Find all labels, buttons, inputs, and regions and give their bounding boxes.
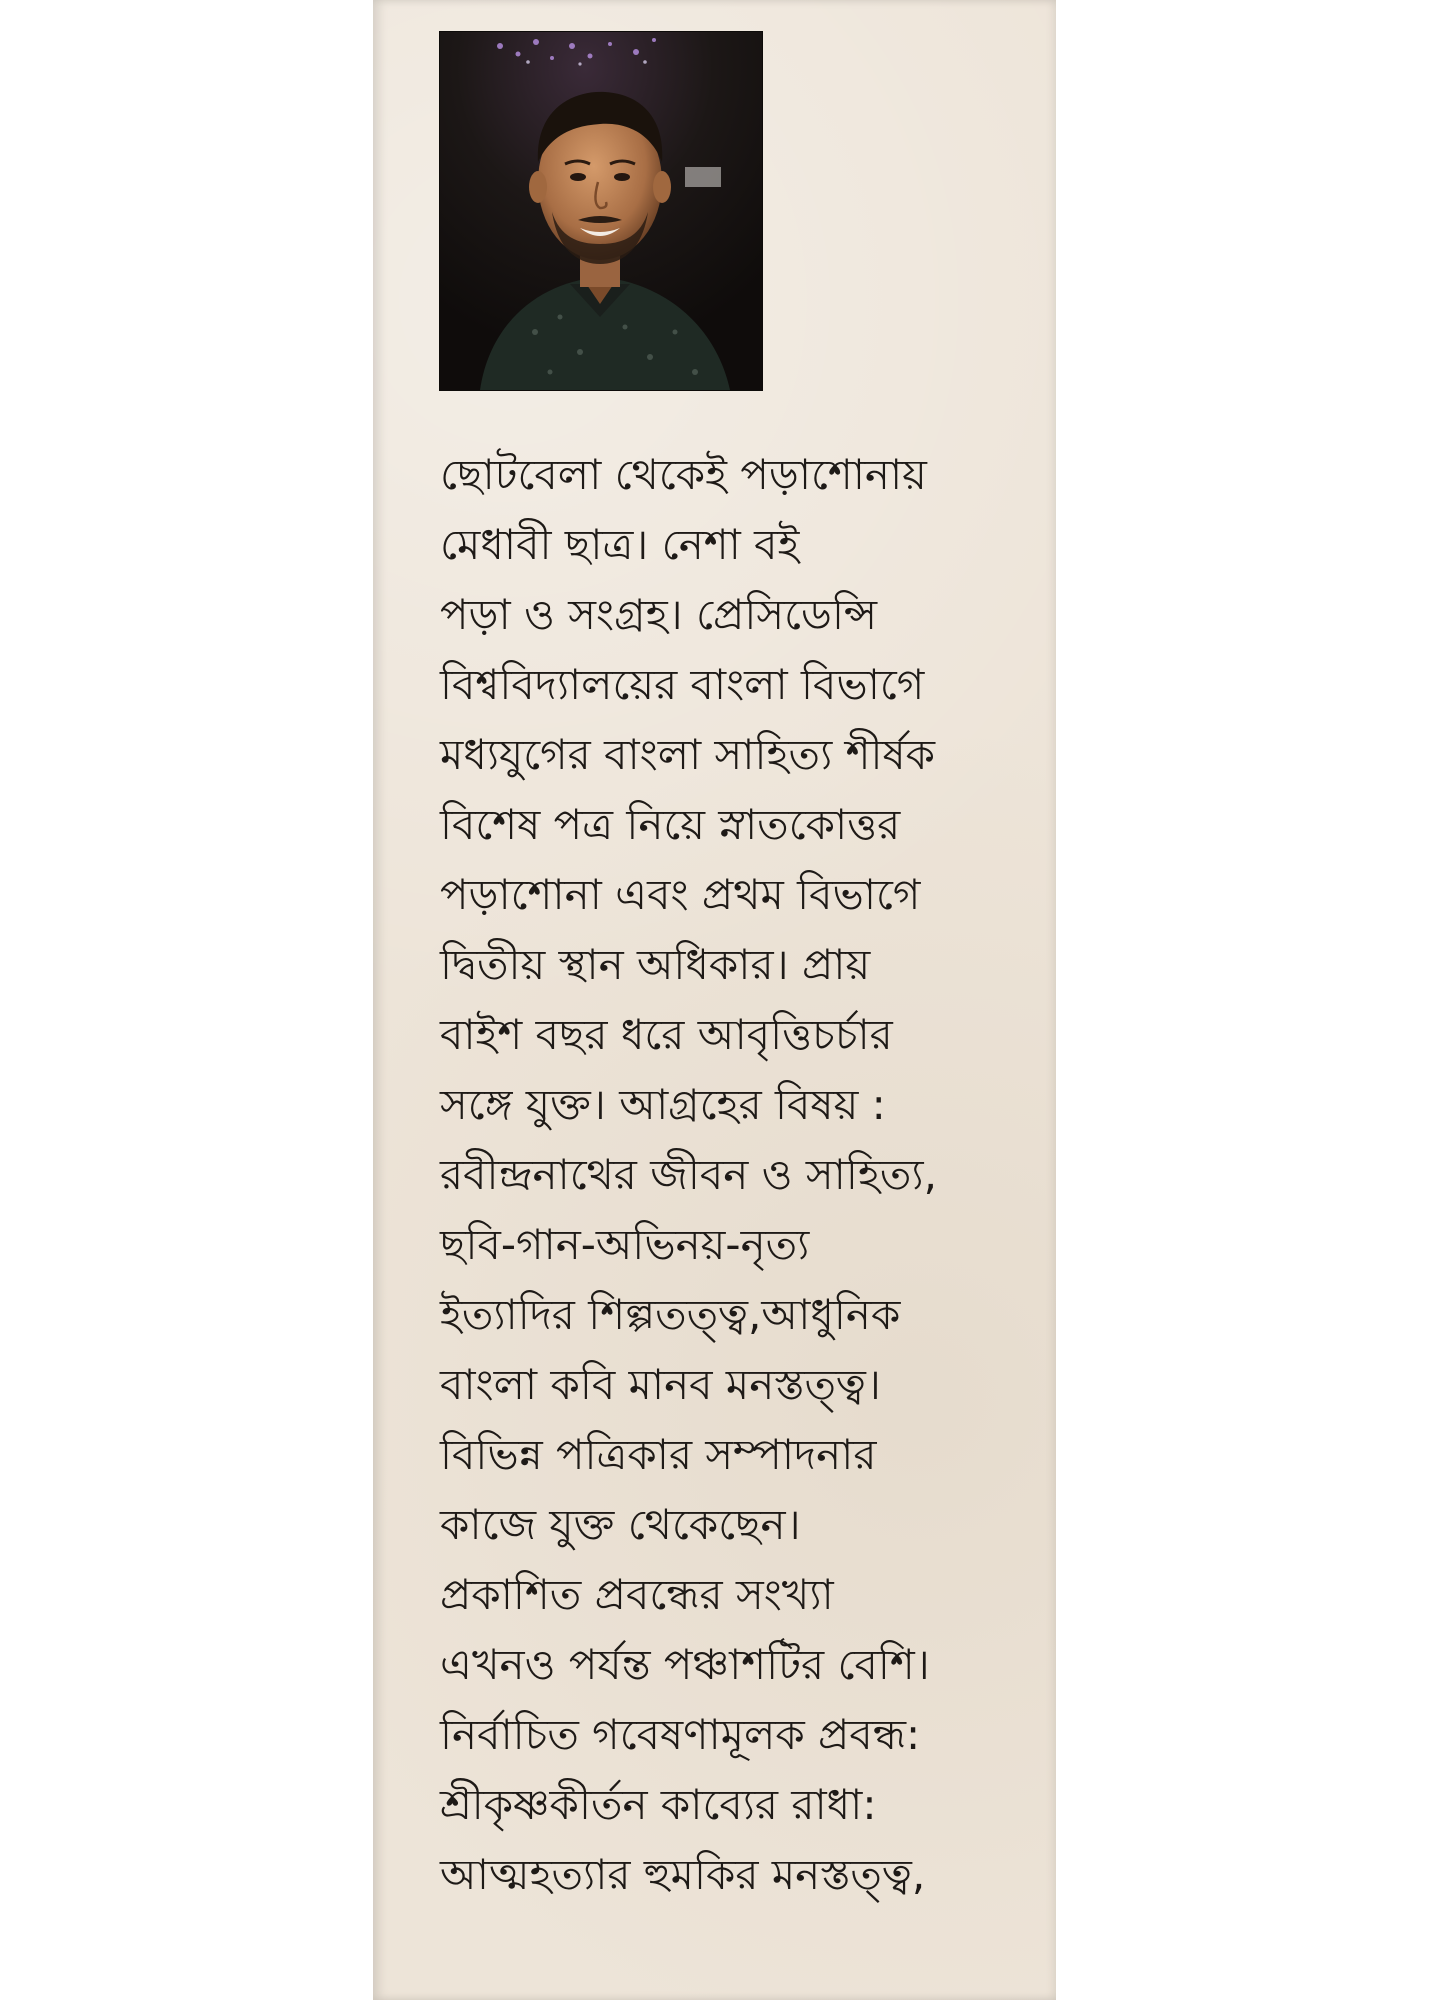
bio-line: শ্রীকৃষ্ণকীর্তন কাব্যের রাধা: [440, 1780, 877, 1829]
author-portrait-icon [440, 32, 762, 390]
bio-line: মধ্যযুগের বাংলা সাহিত্য শীর্ষক [440, 730, 936, 779]
bio-line: আত্মহত্যার হুমকির মনস্তত্ত্ব, [440, 1850, 926, 1899]
bio-line: পড়াশোনা এবং প্রথম বিভাগে [440, 870, 921, 919]
bio-line: বিশেষ পত্র নিয়ে স্নাতকোত্তর [440, 800, 901, 849]
bio-line: বাংলা কবি মানব মনস্তত্ত্ব। [440, 1360, 881, 1409]
author-photo [440, 32, 762, 390]
bio-line: ছোটবেলা থেকেই পড়াশোনায় [440, 450, 927, 499]
author-bio [440, 440, 1040, 1910]
bio-line: নির্বাচিত গবেষণামূলক প্রবন্ধ: [440, 1710, 921, 1759]
bio-line: রবীন্দ্রনাথের জীবন ও সাহিত্য, [440, 1150, 937, 1199]
bio-line: সঙ্গে যুক্ত। আগ্রহের বিষয় : [440, 1080, 886, 1129]
bio-line: কাজে যুক্ত থেকেছেন। [440, 1500, 801, 1549]
bio-line: দ্বিতীয় স্থান অধিকার। প্রায় [440, 940, 871, 989]
bio-line: প্রকাশিত প্রবন্ধের সংখ্যা [440, 1570, 834, 1619]
bio-line: ছবি-গান-অভিনয়-নৃত্য [440, 1220, 810, 1269]
bio-line: এখনও পর্যন্ত পঞ্চাশটির বেশি। [440, 1640, 930, 1689]
bio-line: বাইশ বছর ধরে আবৃত্তিচর্চার [440, 1010, 893, 1059]
bio-line: মেধাবী ছাত্র। নেশা বই [440, 520, 800, 569]
bio-line: পড়া ও সংগ্রহ। প্রেসিডেন্সি [440, 590, 878, 639]
bio-line: ইত্যাদির শিল্পতত্ত্ব,আধুনিক [440, 1290, 901, 1339]
bio-line: বিশ্ববিদ্যালয়ের বাংলা বিভাগে [440, 660, 925, 709]
bio-line: বিভিন্ন পত্রিকার সম্পাদনার [440, 1430, 877, 1479]
